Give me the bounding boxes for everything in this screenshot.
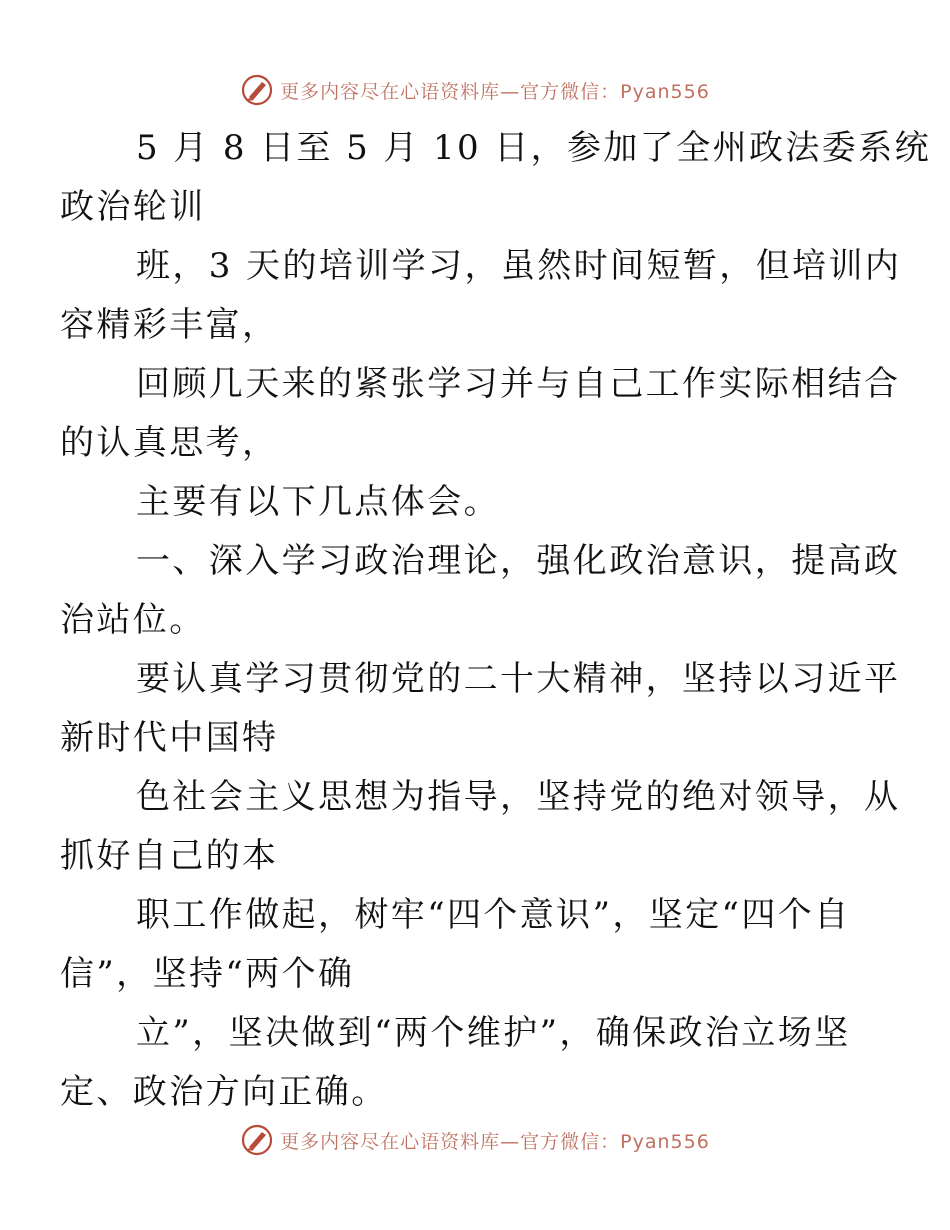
pen-brush-logo-icon — [240, 1123, 274, 1157]
paragraph-line: 职工作做起，树牢“四个意识”，坚定“四个自 — [136, 895, 851, 935]
footer-watermark — [0, 1120, 950, 1160]
paragraph — [60, 532, 901, 650]
paragraph-line: 班，3 天的培训学习，虽然时间短暂，但培训内 — [136, 246, 902, 286]
paragraph — [98, 473, 858, 532]
paragraph-line: 抓好自己的本 — [60, 836, 279, 876]
paragraph-line: 立”，坚决做到“两个维护”，确保政治立场坚 — [136, 1013, 851, 1053]
paragraph — [60, 886, 858, 1004]
paragraph-line: 容精彩丰富， — [60, 305, 279, 345]
paragraph — [60, 1004, 858, 1122]
paragraph — [60, 768, 901, 886]
paragraph-line: 政治轮训 — [60, 187, 206, 227]
header-watermark — [0, 70, 950, 110]
paragraph-line: 治站位。 — [60, 600, 206, 640]
document-body — [60, 119, 932, 1122]
paragraph-line: 色社会主义思想为指导，坚持党的绝对领导，从 — [136, 777, 901, 817]
paragraph-line: 回顾几天来的紧张学习并与自己工作实际相结合 — [136, 364, 901, 404]
watermark-text: 更多内容尽在心语资料库—官方微信：Pyan556 — [280, 1130, 710, 1153]
watermark-text: 更多内容尽在心语资料库—官方微信：Pyan556 — [280, 80, 710, 103]
paragraph-line: 的认真思考， — [60, 423, 279, 463]
paragraph-line: 定、政治方向正确。 — [60, 1072, 388, 1112]
paragraph-line: 新时代中国特 — [60, 718, 279, 758]
paragraph — [60, 650, 901, 768]
pen-brush-logo-icon — [240, 73, 274, 107]
paragraph-line: 一、深入学习政治理论，强化政治意识，提高政 — [136, 541, 901, 581]
paragraph — [60, 119, 932, 237]
paragraph-line: 主要有以下几点体会。 — [136, 482, 500, 522]
paragraph-line: 5 月 8 日至 5 月 10 日，参加了全州政法委系统 — [136, 128, 932, 168]
paragraph — [60, 355, 901, 473]
paragraph-line: 信”，坚持“两个确 — [60, 954, 355, 994]
paragraph — [60, 237, 902, 355]
paragraph-line: 要认真学习贯彻党的二十大精神，坚持以习近平 — [136, 659, 901, 699]
